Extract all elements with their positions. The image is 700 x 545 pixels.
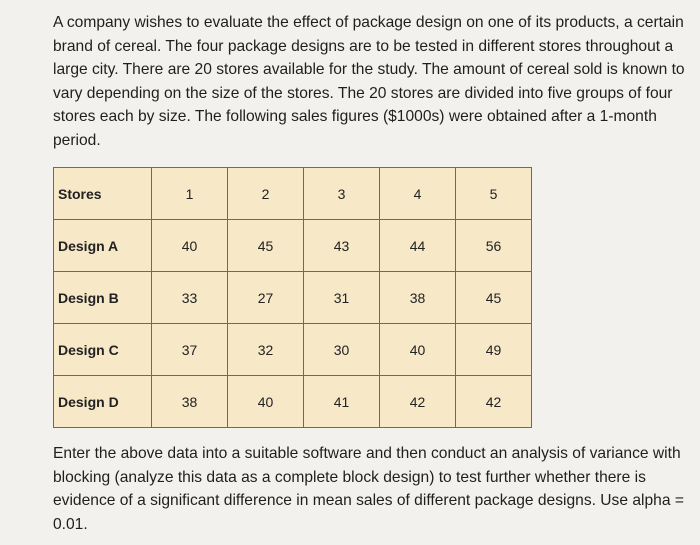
table-cell: 37 [152,324,228,376]
table-cell: 44 [380,220,456,272]
table-cell: 42 [380,376,456,428]
table-row-design-c [54,324,532,376]
table-cell: 40 [152,220,228,272]
table-cell: 40 [380,324,456,376]
sales-table [53,167,532,428]
table-row-design-a [54,220,532,272]
table-cell: 33 [152,272,228,324]
table-row-design-b [54,272,532,324]
table-header-store-4: 4 [380,168,456,220]
table-cell: 42 [456,376,532,428]
table-cell: 43 [304,220,380,272]
row-label-design-a: Design A [54,220,152,272]
table-cell: 27 [228,272,304,324]
table-cell: 31 [304,272,380,324]
row-label-design-c: Design C [54,324,152,376]
sales-table-container [53,167,532,428]
table-header-stores: Stores [54,168,152,220]
table-cell: 40 [228,376,304,428]
table-header-store-1: 1 [152,168,228,220]
instruction-paragraph: Enter the above data into a suitable software and then conduct an analysis of variance with blocking (analyze this data as a complete block design) to test further whether there is evidence of a significant difference in mean sales of different package designs. Use alpha = 0.01. [53,445,684,533]
table-cell: 38 [152,376,228,428]
row-label-design-b: Design B [54,272,152,324]
table-cell: 30 [304,324,380,376]
table-cell: 56 [456,220,532,272]
table-cell: 45 [456,272,532,324]
table-header-row [54,168,532,220]
table-header-store-3: 3 [304,168,380,220]
problem-intro-paragraph: A company wishes to evaluate the effect of package design on one of its products, a certain brand of cereal. The four package designs are to be tested in different stores throughout a large city. There are 20 stores available for the study. The amount of cereal sold is known to vary depending on the size of the stores. The 20 stores are divided into five groups of four stores each by size. The following sales figures ($1000s) were obtained after a 1-month period. [53,14,685,149]
row-label-design-d: Design D [54,376,152,428]
table-cell: 41 [304,376,380,428]
table-cell: 49 [456,324,532,376]
table-header-store-2: 2 [228,168,304,220]
table-row-design-d [54,376,532,428]
table-header-store-5: 5 [456,168,532,220]
table-cell: 45 [228,220,304,272]
table-cell: 32 [228,324,304,376]
table-cell: 38 [380,272,456,324]
